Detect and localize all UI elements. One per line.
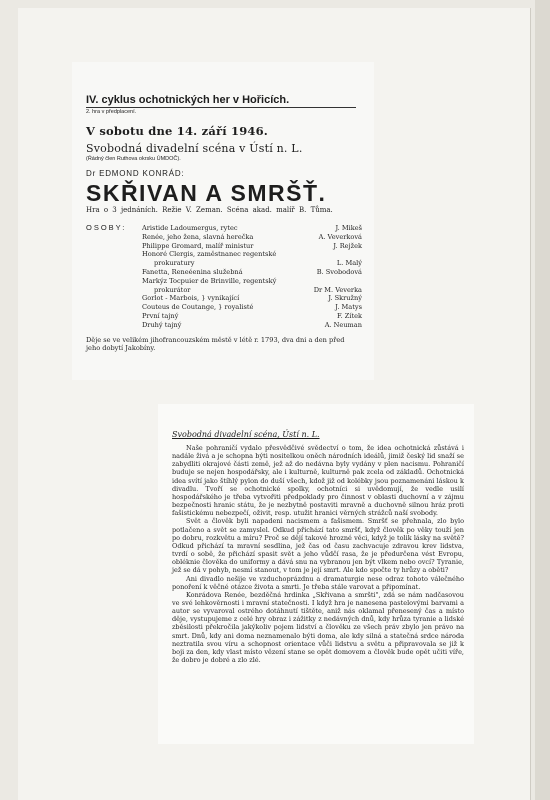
cast-row: [142, 224, 362, 233]
cast-actor: J. Matys: [335, 303, 362, 312]
author-name: Dr EDMOND KONRÁD:: [86, 169, 185, 178]
article-body: [172, 444, 464, 664]
cast-row: [142, 303, 362, 312]
cast-row: [142, 268, 362, 277]
cast-row: [142, 321, 362, 330]
cast-actor: J. Rejžek: [333, 241, 362, 250]
cast-role: Honoré Clergis, zaměstnanec regentské: [142, 250, 277, 259]
article-paragraph: Naše pohraničí vydalo přesvědčivé svědectví o tom, že idea ochotnická zůstává i nadále živá a je schopna býti nositelkou oněch národních ideálů, jimiž český lid snaží se zabydliti okrajové části země, jež až do nedávna byly vydány v plen nacismu. Pohraničí buduje se nejen hospodářsky, ale i kulturně, kulturně pak zcela od základů. Ochotnická idea svítí jako štíhlý pylon do duší všech, kdož již od kolébky jsou poznamenáni láskou k divadlu. Tvoří se ochotnické spolky, ochotníci si uvědomují, že vedle usilí hospodářského je třeba vytvořiti předpoklady pro činnost v oblasti duchovní a v zájmu bezpečnosti hranic státu, že je nezbytně postaviti mravně a duchovně silnou hráz proti fašistickému nebezpečí, oživit, resp. utužit hranici věrných strážců naší svobody.: [172, 444, 464, 518]
setting-note: Děje se ve velikém jihofrancouzském městě v létě r. 1793, dva dni a den před jeho dobytí Jakobíny.: [86, 335, 345, 353]
article-paragraph: Svět a člověk byli napadeni nacismem a fašismem. Smršť se přehnala, zlo bylo potlačeno a svět se zamyslel. Odkud přichází tato smršť, když člověk po věky touží jen po dobru, rozkvětu a míru? Proč se dějí takové hrozné věci, když je tolik lásky na světě? Odkud přichází ta mravní sesdlina, jež čas od času zachvacuje zdravou krev lidstva, tvrdí o sobě, že přichází spasit svět a jeho vůdčí rasa, že je předurčena vést Evropu, obléknie člověka do uniformy a dává snu na vybranou jen být vlkem nebo ovcí? Tyranie, jež se dá v pohyb, nesmí stanout, v tom je její smrt. Ale kdo spočte ty hrůzy a oběti?: [172, 517, 464, 575]
cast-role: prokurátor: [154, 285, 191, 294]
article-paragraph: Ani divadlo nešije ve vzduchoprázdnu a dramaturgie nese odraz tohoto válečného ponoření k věčné otázce života a smrti. Je třeba stále varovat a připomínat.: [172, 574, 464, 591]
cycle-title: IV. cyklus ochotnických her v Hořicích.: [86, 94, 356, 108]
cast-actor: J. Skružný: [328, 294, 362, 303]
cast-role: prokuratury: [154, 259, 195, 268]
cast-section: [86, 224, 368, 330]
article-clipping: [158, 404, 474, 744]
cast-list: [142, 224, 362, 330]
program-clipping: [72, 62, 374, 380]
cast-role: Aristide Ladoumergus, rytec: [142, 224, 238, 232]
article-heading: Svobodná divadelní scéna, Ústí n. L.: [172, 430, 320, 439]
cast-row: [142, 277, 362, 286]
cast-row: [142, 242, 362, 251]
performance-date: V sobotu dne 14. září 1946.: [86, 124, 269, 138]
cast-row: [142, 286, 362, 295]
theatre-name: Svobodná divadelní scéna v Ústí n. L.: [86, 142, 303, 155]
play-title: SKŘIVAN A SMRŠŤ.: [86, 180, 327, 206]
cast-row: [142, 312, 362, 321]
cast-role: Philippe Gromard, malíř ministur: [142, 241, 254, 250]
cast-actor: B. Svobodová: [316, 267, 362, 276]
cast-role: Renée, jeho žena, slavná herečka: [142, 232, 254, 241]
cast-label: OSOBY:: [86, 223, 127, 232]
cast-actor: A. Veverková: [318, 232, 362, 241]
cast-actor: J. Mikeš: [335, 224, 362, 232]
cast-actor: L. Malý: [336, 259, 362, 268]
cast-row: [142, 294, 362, 303]
play-credits: Hra o 3 jednáních. Režie V. Zeman. Scéna akad. malíř B. Tůma.: [86, 206, 333, 214]
cast-role: Fanetta, Reneéenina služebná: [142, 267, 243, 276]
page-edge: [535, 0, 550, 800]
cast-role: Druhý tajný: [142, 320, 182, 329]
theatre-note: (Řádný člen Ruthova okrsku ÚMDOČ).: [86, 156, 181, 162]
cast-role: Markýz Tocpuier de Brinville, regentský: [142, 276, 277, 285]
cast-role: Couteus de Coutange, } royalisté: [142, 303, 254, 312]
cast-actor: A. Neuman: [324, 320, 362, 329]
cast-row: [142, 259, 362, 268]
cast-actor: F. Zítek: [337, 311, 362, 320]
cast-row: [142, 233, 362, 242]
cast-row: [142, 250, 362, 259]
cast-role: První tajný: [142, 311, 179, 320]
cycle-subtitle: 2. hra v předplacení.: [86, 109, 137, 115]
cast-actor: Dr M. Veverka: [313, 285, 362, 294]
cast-role: Gorlot - Marbois, } vynikající: [142, 294, 240, 303]
article-paragraph: Konrádova Renée, bezděčná hrdinka „Skřivana a smršti", zdá se nám nadčasovou ve své lehkověrnosti i mravní statečnosti. I když hra je nanesena pastelovými barvami a autor se vyvaroval ostrého dotáhnutí tištěte, aniž nás oklamal přenesený čas a místo děje, vystupujeme z celé hry obraz i zážitky z nedávných dnů, kdy hrůza tyranie a lidské zběsilosti překročila jakýkoliv pojem lidství a člověku ze všech práv zbylo jen právo na smrt. Dnů, kdy ani doma neznamenalo býti doma, ale kdy silná a statečná srdce národa neztratila svou víru a schopnost orientace vůči lidstvu a světu a připravovala se již k boji za den, kdy vlast místo vězení stane se opět domovem a člověk bude opět učiti víře, že dobro je dobré a zlo zlé.: [172, 590, 464, 665]
